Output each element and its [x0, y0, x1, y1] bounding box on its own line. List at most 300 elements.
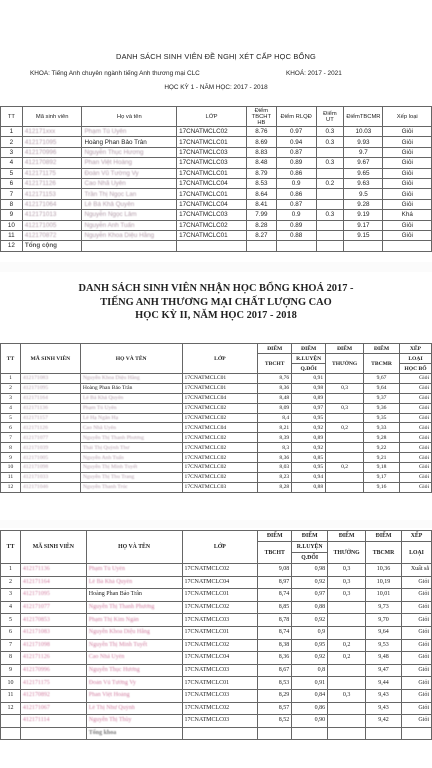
- rank: Giỏi: [401, 639, 431, 652]
- row-number: 8: [1, 652, 21, 665]
- conduct-score: 0.97: [276, 127, 316, 137]
- col-header: R.LUYỆN: [292, 354, 326, 364]
- table-row: [1, 652, 432, 665]
- empty-cell: [328, 727, 366, 740]
- row-number: 1: [1, 564, 21, 577]
- empty-cell: [258, 727, 292, 740]
- table-row: [1, 453, 432, 463]
- rank: Giỏi: [383, 147, 432, 157]
- page-gap: [0, 262, 432, 272]
- student-id: 412171098: [20, 639, 86, 652]
- table-row: [1, 189, 432, 199]
- student-id: 412171164: [20, 576, 86, 589]
- final-score: 9,43: [366, 689, 402, 702]
- student-name: Phạm Tú Uyên: [80, 403, 182, 413]
- row-number: 8: [1, 199, 23, 209]
- rank: Giỏi: [401, 614, 431, 627]
- conduct-score: 0,95: [292, 413, 326, 423]
- final-score: 9.93: [344, 137, 383, 147]
- gpa-score: 8,36: [258, 453, 292, 463]
- student-name: Nguyễn Ngọc Lâm: [82, 210, 177, 220]
- empty-cell: [401, 727, 431, 740]
- table-row: [1, 589, 432, 602]
- student-name: Trần Thị Ngọc Lan: [82, 189, 177, 199]
- proposal-table: [0, 106, 432, 252]
- col-header: LỚP: [182, 344, 258, 374]
- class-code: 17CNATMCLC04: [182, 576, 258, 589]
- final-score: 9.7: [344, 147, 383, 157]
- class-code: 17CNATMCLC02: [182, 463, 258, 473]
- row-number: 12: [1, 702, 21, 715]
- student-id: 412171095: [22, 137, 82, 147]
- bonus-score: 0,3: [328, 589, 366, 602]
- conduct-score: 0,88: [292, 482, 326, 492]
- rank: Giỏi: [383, 230, 432, 240]
- class-code: 17CNATMCLC01: [182, 677, 258, 690]
- student-id: 412171039: [20, 443, 80, 453]
- row-number: 12: [1, 241, 23, 251]
- empty-cell: [316, 241, 344, 251]
- conduct-score: 0.89: [276, 220, 316, 230]
- col-header: THƯỞNG: [328, 542, 366, 564]
- student-id: 412171136: [20, 403, 80, 413]
- row-number: 4: [1, 403, 21, 413]
- student-name: Nguyễn Thị Thanh Phương: [80, 433, 182, 443]
- table-row: [1, 137, 432, 147]
- table-row: [1, 564, 432, 577]
- rank: Xuất sắ: [401, 564, 431, 577]
- student-name: Nguyễn Khoa Diệu Hằng: [86, 626, 182, 639]
- final-score: 9,22: [364, 443, 400, 453]
- final-score: 9,48: [366, 652, 402, 665]
- gpa-score: 8,52: [258, 715, 292, 728]
- row-number: [1, 715, 21, 728]
- bonus-score: [328, 677, 366, 690]
- final-score: 9.65: [344, 168, 383, 178]
- class-code: 17CNATMCLC04: [177, 199, 247, 209]
- row-number: 1: [1, 374, 21, 384]
- gpa-score: 8.76: [246, 127, 276, 137]
- row-number: 7: [1, 189, 23, 199]
- class-code: 17CNATMCLC03: [177, 147, 247, 157]
- table-row: [1, 689, 432, 702]
- student-id: 412171xxx: [22, 127, 82, 137]
- student-id: 412171175: [20, 677, 86, 690]
- gpa-score: 8,36: [258, 383, 292, 393]
- gpa-score: 8,21: [258, 423, 292, 433]
- student-id: 412171095: [20, 589, 86, 602]
- row-number: 11: [1, 472, 21, 482]
- rank: Giỏi: [383, 168, 432, 178]
- class-code: 17CNATMCLC04: [177, 178, 247, 188]
- rank: Giỏi: [401, 715, 431, 728]
- final-score: 10,01: [366, 589, 402, 602]
- class-code: 17CNATMCLC02: [182, 443, 258, 453]
- table-row: [1, 482, 432, 492]
- semester-label: HỌC KỲ 1 - NĂM HỌC: 2017 - 2018: [164, 84, 268, 91]
- rank: Giỏi: [401, 601, 431, 614]
- class-code: 17CNATMCLC02: [182, 702, 258, 715]
- student-id: 412171095: [20, 383, 80, 393]
- rank: Giỏi: [399, 403, 431, 413]
- table-row: [1, 178, 432, 188]
- row-number: 6: [1, 178, 23, 188]
- total-label: Tổng cộng: [22, 241, 82, 251]
- col-header: HỌ VÀ TÊN: [86, 531, 182, 564]
- student-name: Phạm Thị Kim Ngân: [86, 614, 182, 627]
- rank: Giỏi: [383, 158, 432, 168]
- final-score: 9,18: [364, 463, 400, 473]
- hk2-title-line2: TIẾNG ANH THƯƠNG MẠI CHẤT LƯỢNG CAO: [100, 297, 332, 308]
- class-code: 17CNATMCLC03: [182, 689, 258, 702]
- gpa-score: 8,53: [258, 677, 292, 690]
- col-header: R.LUYỆN: [292, 542, 328, 553]
- bonus-score: [328, 614, 366, 627]
- gpa-score: 8,39: [258, 433, 292, 443]
- table-row: [1, 715, 432, 728]
- empty-cell: [20, 727, 86, 740]
- row-number: 3: [1, 393, 21, 403]
- gpa-score: 8,38: [258, 639, 292, 652]
- final-score: 9,33: [364, 423, 400, 433]
- class-code: 17CNATMCLC02: [177, 127, 247, 137]
- col-header: ĐIỂM: [258, 344, 292, 354]
- rank: Giỏi: [399, 443, 431, 453]
- empty-cell: [292, 727, 328, 740]
- student-id: 412170872: [22, 230, 82, 240]
- final-score: 9,70: [366, 614, 402, 627]
- gpa-score: 8,76: [258, 374, 292, 384]
- faculty-label: KHOA: Tiếng Anh chuyên ngành tiếng Anh thương mại CLC: [30, 70, 200, 77]
- conduct-score: 0,92: [292, 443, 326, 453]
- row-number: 10: [1, 220, 23, 230]
- row-number: 2: [1, 383, 21, 393]
- rank: Giỏi: [399, 463, 431, 473]
- bonus-score: 0.3: [316, 210, 344, 220]
- class-code: 17CNATMCLC03: [182, 715, 258, 728]
- conduct-score: 0.9: [276, 210, 316, 220]
- row-number: 9: [1, 453, 21, 463]
- class-code: 17CNATMCLC03: [177, 210, 247, 220]
- conduct-score: 0.88: [276, 230, 316, 240]
- final-score: 9,47: [366, 664, 402, 677]
- gpa-score: 8,09: [258, 403, 292, 413]
- table-row: [1, 220, 432, 230]
- col-header: ĐIỂM: [292, 344, 326, 354]
- student-name: Hoàng Phan Bảo Trân: [86, 589, 182, 602]
- class-code: 17CNATMCLC03: [182, 614, 258, 627]
- student-id: 412170996: [22, 147, 82, 157]
- gpa-score: 8.69: [246, 137, 276, 147]
- rank: Giỏi: [383, 127, 432, 137]
- rank: Giỏi: [399, 393, 431, 403]
- final-score: 9.19: [344, 210, 383, 220]
- row-number: 10: [1, 463, 21, 473]
- rank: Giỏi: [399, 383, 431, 393]
- row-number: 4: [1, 158, 23, 168]
- col-header: TT: [1, 344, 21, 374]
- student-name: Nguyễn Anh Tuấn: [82, 220, 177, 230]
- final-score: 9.67: [344, 158, 383, 168]
- col-header: TBCMR: [364, 354, 400, 374]
- conduct-score: 0.86: [276, 189, 316, 199]
- table-row: [1, 127, 432, 137]
- conduct-score: 0,95: [292, 639, 328, 652]
- student-id: 412171077: [20, 433, 80, 443]
- class-code: 17CNATMCLC02: [182, 413, 258, 423]
- student-name: Nguyễn Thị Thùy: [86, 715, 182, 728]
- class-code: 17CNATMCLC01: [182, 374, 258, 384]
- gpa-score: 8,78: [258, 614, 292, 627]
- table-row: [1, 383, 432, 393]
- final-score: 9,17: [364, 472, 400, 482]
- row-number: 8: [1, 443, 21, 453]
- table-row: [1, 241, 432, 251]
- row-number: 3: [1, 147, 23, 157]
- final-score: 9,16: [364, 482, 400, 492]
- bonus-score: [328, 664, 366, 677]
- student-id: 412171157: [20, 413, 80, 423]
- rank: Giỏi: [401, 677, 431, 690]
- empty-cell: [344, 241, 383, 251]
- empty-cell: [1, 727, 21, 740]
- student-id: 412171067: [20, 702, 86, 715]
- student-id: 412171064: [22, 199, 82, 209]
- conduct-score: 0,90: [292, 715, 328, 728]
- class-code: 17CNATMCLC01: [177, 137, 247, 147]
- class-code: 17CNATMCLC02: [182, 472, 258, 482]
- conduct-score: 0,92: [292, 576, 328, 589]
- bonus-score: 0,3: [328, 564, 366, 577]
- conduct-score: 0,88: [292, 601, 328, 614]
- student-name: Nguyễn Thục Hương: [82, 147, 177, 157]
- bonus-score: [326, 472, 364, 482]
- student-id: 412171175: [22, 168, 82, 178]
- row-number: 1: [1, 127, 23, 137]
- row-number: 2: [1, 576, 21, 589]
- table-row: [1, 463, 432, 473]
- bonus-score: [316, 199, 344, 209]
- rank: Giỏi: [401, 689, 431, 702]
- table-row: [1, 230, 432, 240]
- gpa-score: 8,36: [258, 652, 292, 665]
- hk2-title-line3: HỌC KỲ II, NĂM HỌC 2017 - 2018: [135, 310, 297, 321]
- bonus-score: 0,3: [326, 403, 364, 413]
- table-row: [1, 702, 432, 715]
- col-header: XẾP: [399, 344, 431, 354]
- class-code: 17CNATMCLC02: [182, 639, 258, 652]
- bonus-score: [316, 147, 344, 157]
- table-row: [1, 614, 432, 627]
- final-score: 9.15: [344, 230, 383, 240]
- col-header: MÃ SINH VIÊN: [20, 344, 80, 374]
- student-name: Nguyễn Thị Minh Tuyết: [80, 463, 182, 473]
- table-header-row: [1, 107, 432, 127]
- col-header: Mã sinh viên: [22, 107, 82, 127]
- col-header: THƯỞNG: [326, 354, 364, 374]
- col-header: HỌ VÀ TÊN: [80, 344, 182, 374]
- rank: Giỏi: [401, 702, 431, 715]
- class-code: 17CNATMCLC02: [182, 403, 258, 413]
- conduct-score: 0.87: [276, 199, 316, 209]
- conduct-score: 0,91: [292, 374, 326, 384]
- bonus-score: [326, 413, 364, 423]
- bonus-score: [316, 220, 344, 230]
- table-row: [1, 210, 432, 220]
- bonus-score: [328, 626, 366, 639]
- table-header-row: [1, 344, 432, 354]
- col-header: ĐIỂM: [328, 531, 366, 542]
- gpa-score: 8.48: [246, 158, 276, 168]
- final-score: 9,28: [364, 433, 400, 443]
- rank: Giỏi: [399, 374, 431, 384]
- bonus-score: [316, 230, 344, 240]
- bonus-score: 0.2: [316, 178, 344, 188]
- student-id: 412171126: [22, 178, 82, 188]
- student-id: 412171114: [20, 715, 86, 728]
- student-id: 412171126: [20, 423, 80, 433]
- student-name: Cao Nhã Uyên: [86, 652, 182, 665]
- conduct-score: 0,92: [292, 652, 328, 665]
- rank: Giỏi: [399, 482, 431, 492]
- student-name: Phạm Tú Uyên: [86, 564, 182, 577]
- gpa-score: 8,97: [258, 576, 292, 589]
- student-id: 412171098: [20, 463, 80, 473]
- rank: Giỏi: [401, 576, 431, 589]
- rank: Giỏi: [399, 472, 431, 482]
- student-name: Lê Bá Khả Quyên: [80, 393, 182, 403]
- table-header-row: [1, 531, 432, 542]
- col-header: LOẠI: [399, 354, 431, 364]
- row-number: 6: [1, 423, 21, 433]
- col-header: LOẠI: [401, 542, 431, 564]
- gpa-score: 8,23: [258, 472, 292, 482]
- rank: Giỏi: [383, 220, 432, 230]
- class-code: 17CNATMCLC02: [182, 564, 258, 577]
- bonus-score: [316, 168, 344, 178]
- gpa-score: 8.64: [246, 189, 276, 199]
- final-score: 9.17: [344, 220, 383, 230]
- class-code: 17CNATMCLC02: [177, 220, 247, 230]
- col-header: Q.ĐỔI: [292, 364, 326, 374]
- class-code: 17CNATMCLC02: [182, 601, 258, 614]
- row-number: 5: [1, 614, 21, 627]
- gpa-score: 8,74: [258, 589, 292, 602]
- col-header: ĐIỂM: [364, 344, 400, 354]
- empty-cell: [276, 241, 316, 251]
- class-code: 17CNATMCLC02: [182, 453, 258, 463]
- table-row: [1, 158, 432, 168]
- gpa-score: 8,67: [258, 664, 292, 677]
- col-header: LỚP: [182, 531, 258, 564]
- student-id: 412170892: [20, 689, 86, 702]
- gpa-score: 8,74: [258, 626, 292, 639]
- final-score: 9,37: [364, 393, 400, 403]
- rank: Giỏi: [383, 178, 432, 188]
- table-row: [1, 664, 432, 677]
- empty-cell: [182, 727, 258, 740]
- student-id: 412171136: [20, 564, 86, 577]
- col-header: TT: [1, 107, 23, 127]
- table-row: [1, 199, 432, 209]
- conduct-score: 0.9: [276, 178, 316, 188]
- conduct-score: 0,89: [292, 393, 326, 403]
- final-score: 9.63: [344, 178, 383, 188]
- hk2-table: [0, 343, 432, 493]
- gpa-score: 8,85: [258, 601, 292, 614]
- student-id: 412171077: [20, 601, 86, 614]
- bonus-score: 0.3: [316, 158, 344, 168]
- gpa-score: 8,29: [258, 689, 292, 702]
- gpa-score: 8,48: [258, 393, 292, 403]
- col-header: Q.ĐỔI: [292, 553, 328, 564]
- bonus-score: [328, 601, 366, 614]
- conduct-score: 0.89: [276, 158, 316, 168]
- rank: Giỏi: [399, 423, 431, 433]
- gpa-score: 8,4: [258, 413, 292, 423]
- total-label: Tổng khoa: [86, 727, 182, 740]
- col-header: TT: [1, 531, 21, 564]
- conduct-score: 0,98: [292, 564, 328, 577]
- gpa-score: 9,08: [258, 564, 292, 577]
- conduct-score: 0,98: [292, 383, 326, 393]
- row-number: 9: [1, 664, 21, 677]
- bonus-score: 0,3: [326, 383, 364, 393]
- bonus-score: [326, 443, 364, 453]
- page-gap: [0, 520, 432, 528]
- class-code: 17CNATMCLC01: [182, 589, 258, 602]
- col-header: Điểm RLQĐ: [276, 107, 316, 127]
- table-row: [1, 443, 432, 453]
- student-name: Hoàng Phan Bảo Trân: [82, 137, 177, 147]
- bonus-score: 0.3: [316, 137, 344, 147]
- bonus-score: [326, 453, 364, 463]
- scholarship-table: [0, 530, 432, 740]
- empty-cell: [177, 241, 247, 251]
- student-id: 412171013: [22, 210, 82, 220]
- student-name: Nguyễn Thục Hương: [86, 664, 182, 677]
- final-score: 9,42: [366, 715, 402, 728]
- table-row: [1, 147, 432, 157]
- class-code: 17CNATMCLC03: [182, 664, 258, 677]
- table-row: [1, 393, 432, 403]
- proposal-title: DANH SÁCH SINH VIÊN ĐỀ NGHỊ XÉT CẤP HỌC BỔNG: [116, 52, 316, 61]
- conduct-score: 0,97: [292, 589, 328, 602]
- bonus-score: [316, 189, 344, 199]
- rank: Khá: [383, 210, 432, 220]
- student-id: 412171153: [22, 189, 82, 199]
- empty-cell: [383, 241, 432, 251]
- row-number: 2: [1, 137, 23, 147]
- class-code: 17CNATMCLC04: [182, 393, 258, 403]
- bonus-score: 0,2: [326, 423, 364, 433]
- class-code: 17CNATMCLC01: [177, 168, 247, 178]
- col-header: ĐIỂM: [292, 531, 328, 542]
- table-row: [1, 626, 432, 639]
- empty-cell: [82, 241, 177, 251]
- rank: Giỏi: [401, 664, 431, 677]
- bonus-score: [326, 393, 364, 403]
- gpa-score: 8,57: [258, 702, 292, 715]
- table-row: [1, 433, 432, 443]
- student-name: Nguyễn Thanh Trúc: [80, 482, 182, 492]
- bonus-score: [326, 482, 364, 492]
- class-code: 17CNATMCLC03: [182, 482, 258, 492]
- table-row: [1, 168, 432, 178]
- rank: Giỏi: [383, 189, 432, 199]
- final-score: 9,64: [364, 383, 400, 393]
- final-score: 9,44: [366, 677, 402, 690]
